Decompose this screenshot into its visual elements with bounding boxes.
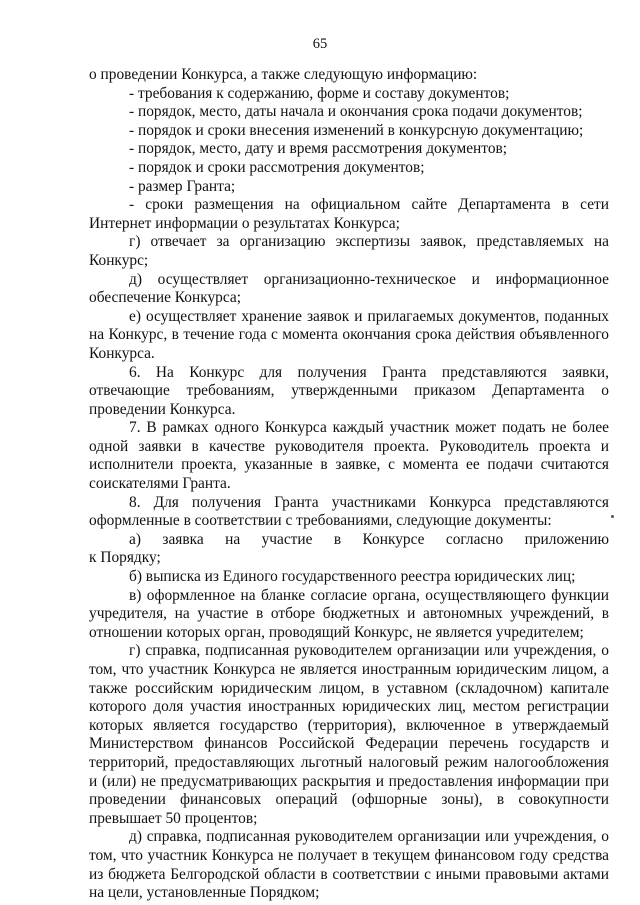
paragraph: о проведении Конкурса, а также следующую информацию: xyxy=(89,66,478,83)
paragraph: - порядок и сроки внесения изменений в конкурсную документацию; xyxy=(129,121,584,139)
paragraph: д) справка, подписанная руководителем организации или учреждения, о том, что участник Конкурса не получает в текущем финансовом году средства из бюджета Белгородской области в соответствии с иными правовыми актами на цели, установленные Порядком; xyxy=(89,828,609,902)
paragraph: г) справка, подписанная руководителем организации или учреждения, о том, что участник Конкурса не является иностранным юридическим лицом, а также российским юридическим лицом, в уставном (складочном) капитале которого доля участия иностранных юридических лиц, местом регистрации которых является государство (территория), включенное в утверждаемый Министерством финансов Российской Федерации перечень государств и территорий, предоставляющих льготный налоговый режим налогообложения и (или) не предусматривающих раскрытия и предоставления информации при проведении финансовых операций (офшорные зоны), в совокупности превышает 50 процентов; xyxy=(89,642,609,827)
paragraph: а) заявка на участие в Конкурсе согласно приложению xyxy=(129,530,609,548)
page-number: 65 xyxy=(312,36,328,52)
paragraph: 8. Для получения Гранта участниками Конкурса представляются оформленные в соответствии с требованиями, следующие документы: xyxy=(89,493,609,530)
paragraph: - порядок, место, даты начала и окончания срока подачи документов; xyxy=(129,103,583,121)
document-body xyxy=(89,66,609,903)
paragraph: - требования к содержанию, форме и составу документов; xyxy=(129,84,510,102)
paragraph: 6. На Конкурс для получения Гранта представляются заявки, отвечающие требованиям, утвержденными приказом Департамента о проведении Конкурса. xyxy=(89,363,609,418)
paragraph: к Порядку; xyxy=(89,549,161,567)
paragraph: г) отвечает за организацию экспертизы заявок, представляемых на Конкурс; xyxy=(89,233,609,269)
scan-speck xyxy=(611,515,614,518)
paragraph: б) выписка из Единого государственного реестра юридических лиц; xyxy=(129,568,576,586)
paragraph: - сроки размещения на официальном сайте Департамента в сети Интернет информации о результатах Конкурса; xyxy=(89,196,609,232)
paragraph: д) осуществляет организационно-техническое и информационное обеспечение Конкурса; xyxy=(89,270,609,307)
paragraph: - размер Гранта; xyxy=(129,177,236,195)
paragraph: в) оформленное на бланке согласие органа, осуществляющего функции учредителя, на участие в отборе бюджетных и автономных учреждений, в отношении которых орган, проводящий Конкурс, не является учредителем; xyxy=(89,586,609,641)
paragraph: 7. В рамках одного Конкурса каждый участник может подать не более одной заявки в качестве руководителя проекта. Руководитель проекта и исполнители проекта, указанные в заявке, с момента ее подачи считаются соискателями Гранта. xyxy=(89,419,609,493)
paragraph: - порядок и сроки рассмотрения документов; xyxy=(129,158,425,176)
paragraph: - порядок, место, дату и время рассмотрения документов; xyxy=(129,140,508,158)
paragraph: е) осуществляет хранение заявок и прилагаемых документов, поданных на Конкурс, в течение года с момента окончания срока действия объявленного Конкурса. xyxy=(89,307,609,362)
